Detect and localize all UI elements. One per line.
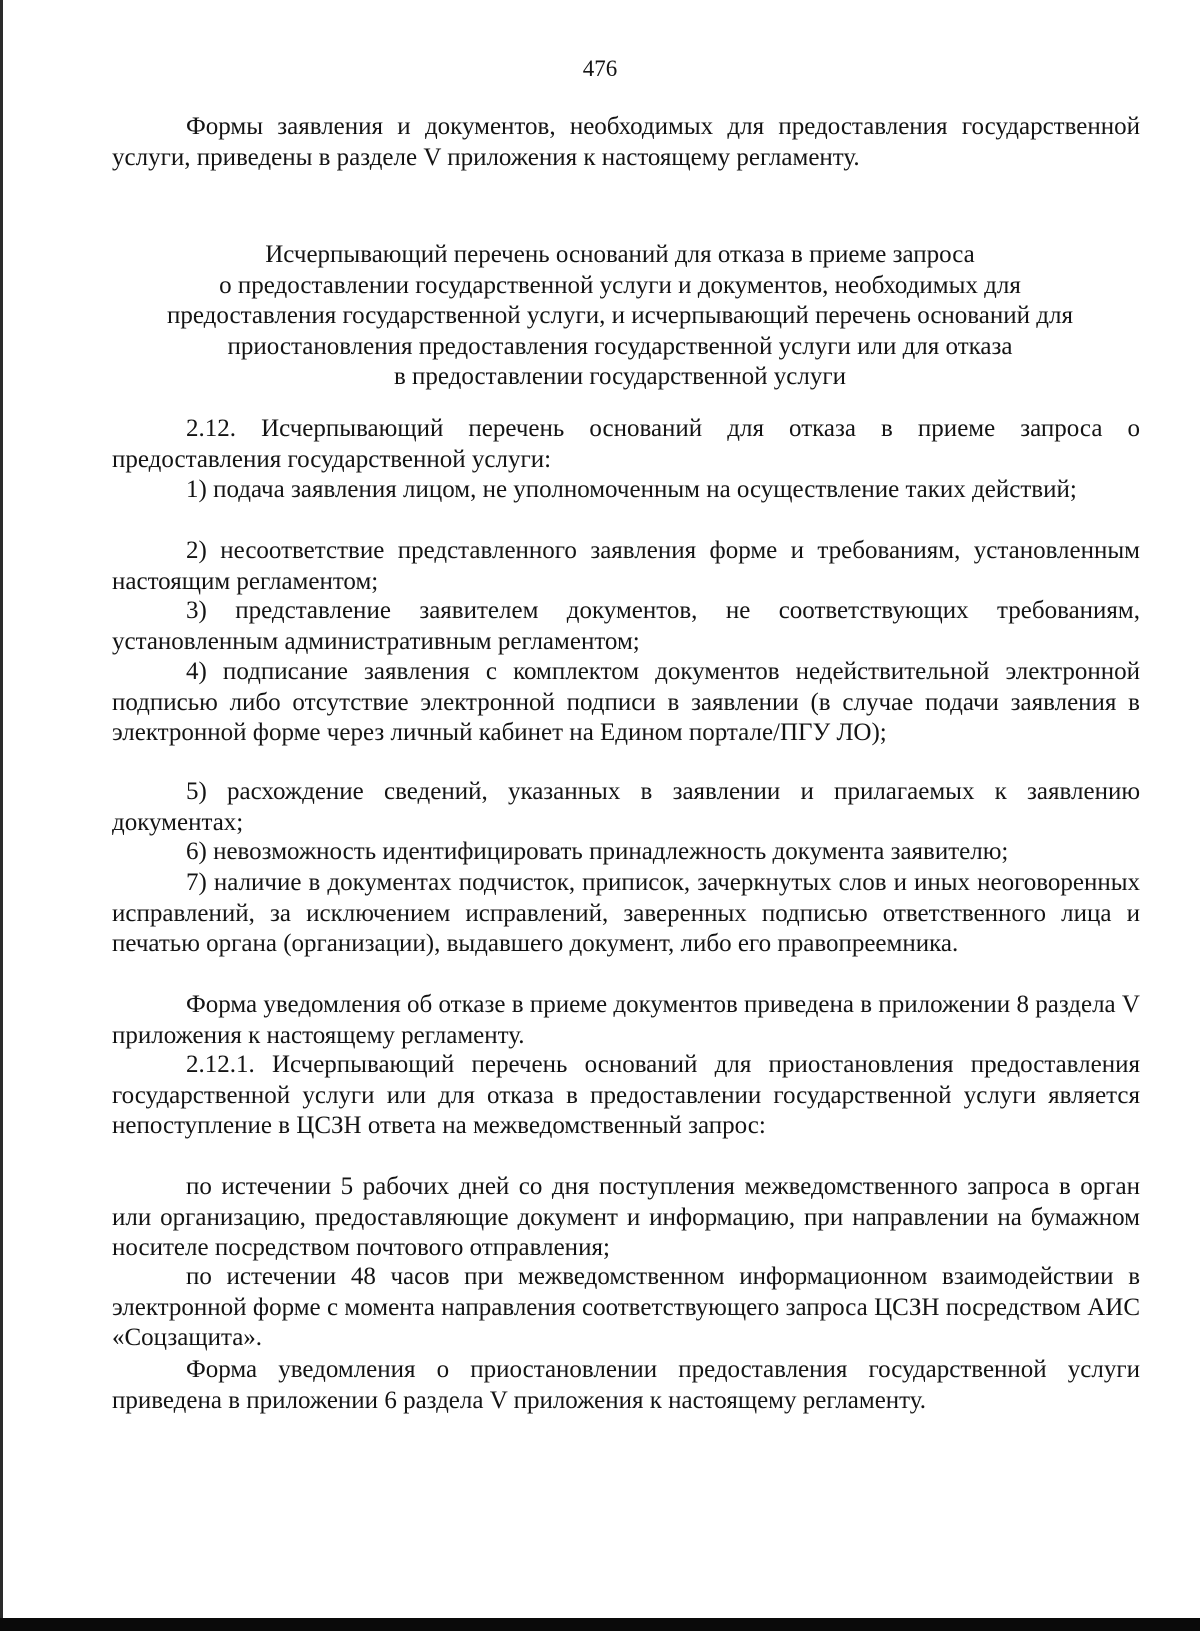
section-heading-line: в предоставлении государственной услуги — [393, 363, 847, 390]
suspension-term-2: по истечении 48 часов при межведомственном информационном взаимодействии в электронной форме с момента направления соответствующего запроса ЦСЗН посредством АИС «Соцзащита». — [112, 1263, 1140, 1351]
scan-edge-bottom — [0, 1618, 1200, 1631]
section-heading-line: приостановления предоставления государственной услуги или для отказа — [227, 332, 1013, 360]
refusal-form-note: Форма уведомления об отказе в приеме документов приведена в приложении 8 раздела V приложения к настоящему регламенту. — [112, 991, 1140, 1049]
ground-item-1: 1) подача заявления лицом, не уполномоченным на осуществление таких действий; — [186, 476, 1077, 503]
section-heading — [100, 240, 1140, 393]
section-heading-line: Исчерпывающий перечень оснований для отказа в приеме запроса — [265, 241, 975, 268]
section-heading-line: предоставления государственной услуги, и исчерпывающий перечень оснований для — [167, 302, 1073, 329]
ground-item-5: 5) расхождение сведений, указанных в заявлении и прилагаемых к заявлению документах; — [112, 778, 1140, 836]
scan-edge-left — [0, 0, 3, 1631]
ground-item-7: 7) наличие в документах подчисток, приписок, зачеркнутых слов и иных неоговоренных исправлений, за исключением исправлений, заверенных подписью ответственного лица и печатью органа (организации), выдавшего документ, либо его правопреемника. — [112, 869, 1140, 957]
ground-item-2: 2) несоответствие представленного заявления форме и требованиям, установленным настоящим регламентом; — [112, 537, 1140, 595]
clause-2-12: 2.12. Исчерпывающий перечень оснований для отказа в приеме запроса о предоставления государственной услуги: — [112, 415, 1140, 473]
page-number: 476 — [582, 56, 618, 81]
suspension-form-note: Форма уведомления о приостановлении предоставления государственной услуги приведена в приложении 6 раздела V приложения к настоящему регламенту. — [112, 1356, 1140, 1414]
intro-paragraph: Формы заявления и документов, необходимых для предоставления государственной услуги, приведены в разделе V приложения к настоящему регламенту. — [112, 113, 1140, 171]
ground-item-4: 4) подписание заявления с комплектом документов недействительной электронной подписью либо отсутствие электронной подписи в заявлении (в случае подачи заявления в электронной форме через личный кабинет на Едином портале/ПГУ ЛО); — [112, 658, 1140, 746]
section-heading-line: о предоставлении государственной услуги и документов, необходимых для — [219, 271, 1021, 299]
clause-2-12-1: 2.12.1. Исчерпывающий перечень оснований для приостановления предоставления государственной услуги или для отказа в предоставлении государственной услуги является непоступление в ЦСЗН ответа на межведомственный запрос: — [112, 1051, 1140, 1139]
ground-item-3: 3) представление заявителем документов, не соответствующих требованиям, установленным административным регламентом; — [112, 597, 1140, 655]
ground-item-6: 6) невозможность идентифицировать принадлежность документа заявителю; — [186, 838, 1009, 865]
suspension-term-1: по истечении 5 рабочих дней со дня поступления межведомственного запроса в орган или организацию, предоставляющие документ и информацию, при направлении на бумажном носителе посредством почтового отправления; — [112, 1173, 1140, 1261]
